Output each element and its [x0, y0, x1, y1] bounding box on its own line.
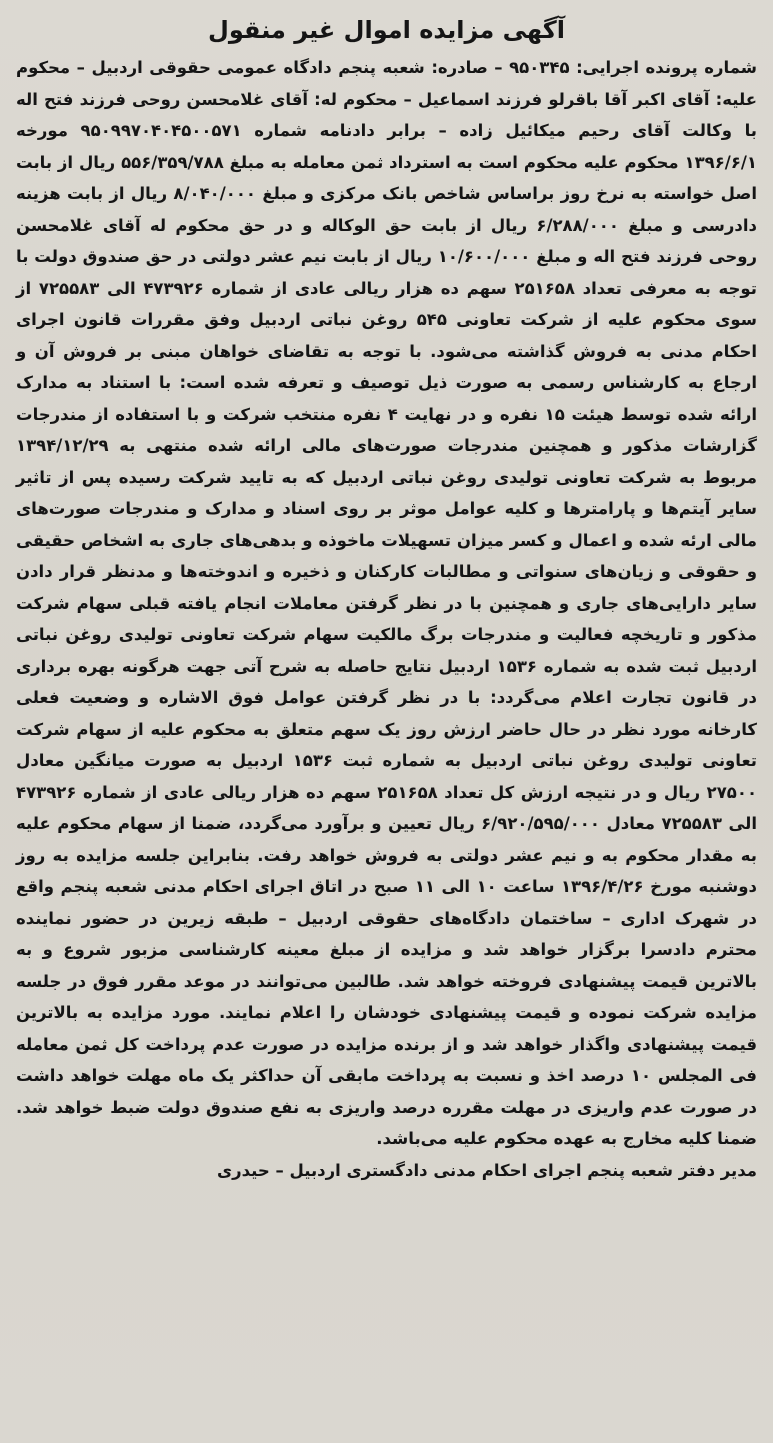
notice-paragraph: شماره پرونده اجرایی: ۹۵۰۳۴۵ – صادره: شعبه پنجم دادگاه عمومی حقوقی اردبیل – محکوم علیه: آقای اکبر آقا باقرلو فرزند اسماعیل – محکوم له: آقای غلامحسن روحی فرزند فتح اله با وکالت آقای رحیم میکائیل زاده – برابر دادنامه شماره ۹۵۰۹۹۷۰۴۰۴۵۰۰۵۷۱ مورخه ۱۳۹۶/۶/۱ محکوم علیه محکوم است به استرداد ثمن معامله به مبلغ ۵۵۶/۳۵۹/۷۸۸ ریال از بابت اصل خواسته به نرخ روز براساس شاخص بانک مرکزی و مبلغ ۸/۰۴۰/۰۰۰ ریال از بابت هزینه دادرسی و مبلغ ۶/۲۸۸/۰۰۰ ریال از بابت حق الوکاله و در حق محکوم له آقای غلامحسن روحی فرزند فتح اله و مبلغ ۱۰/۶۰۰/۰۰۰ ریال از بابت نیم عشر دولتی در حق صندوق دولت با توجه به معرفی تعداد ۲۵۱۶۵۸ سهم ده هزار ریالی عادی از شماره ۴۷۳۹۲۶ الی ۷۲۵۵۸۳ از سوی محکوم علیه از شرکت تعاونی ۵۴۵ روغن نباتی اردبیل وفق مقررات قانون اجرای احکام مدنی به فروش گذاشته می‌شود. با توجه به تقاضای خواهان مبنی بر فروش آن و ارجاع به کارشناس رسمی به صورت ذیل توصیف و تعرفه شده است: با استناد به مدارک ارائه شده توسط هیئت ۱۵ نفره و در نهایت ۴ نفره منتخب شرکت و با استفاده از مندرجات گزارشات مذکور و همچنین مندرجات صورت‌های مالی ارائه شده منتهی به ۱۳۹۴/۱۲/۲۹ مربوط به شرکت تعاونی تولیدی روغن نباتی اردبیل که به تایید شرکت رسیده پس از تاثیر سایر آیتم‌ها و پارامترها و کلیه عوامل موثر بر روی اسناد و مدارک و مندرجات صورت‌های مالی ارئه شده و اعمال و کسر میزان تسهیلات ماخوذه و بدهی‌های جاری به اشخاص حقیقی و حقوقی و زیان‌های سنواتی و مطالبات کارکنان و ذخیره و اندوخته‌ها و مدنظر قرار دادن سایر دارایی‌های جاری و همچنین با در نظر گرفتن معاملات انجام یافته قبلی سهام شرکت مذکور و تاریخچه فعالیت و مندرجات برگ مالکیت سهام شرکت تعاونی تولیدی روغن نباتی اردبیل ثبت شده به شماره ۱۵۳۶ اردبیل نتایج حاصله به شرح آتی جهت هرگونه بهره برداری در قانون تجارت اعلام می‌گردد: با در نظر گرفتن عوامل فوق الاشاره و وضعیت فعلی کارخانه مورد نظر در حال حاضر ارزش روز یک سهم متعلق به محکوم علیه از سهام شرکت تعاونی تولیدی روغن نباتی اردبیل به شماره ثبت ۱۵۳۶ اردبیل به صورت میانگین معادل ۲۷۵۰۰ ریال و در نتیجه ارزش کل تعداد ۲۵۱۶۵۸ سهم ده هزار ریالی عادی از شماره ۴۷۳۹۲۶ الی ۷۲۵۵۸۳ معادل ۶/۹۲۰/۵۹۵/۰۰۰ ریال تعیین و برآورد می‌گردد، ضمنا از سهام محکوم علیه به مقدار محکوم به و نیم عشر دولتی به فروش خواهد رفت. بنابراین جلسه مزایده به روز دوشنبه مورخ ۱۳۹۶/۴/۲۶ ساعت ۱۰ الی ۱۱ صبح در اتاق اجرای احکام مدنی شعبه پنجم واقع در شهرک اداری – ساختمان دادگاه‌های حقوقی اردبیل – طبقه زیرین در حضور نماینده محترم دادسرا برگزار خواهد شد و مزایده از مبلغ معینه کارشناسی مزبور شروع و به بالاترین قیمت پیشنهادی فروخته خواهد شد. طالبین می‌توانند در موعد مقرر فوق در جلسه مزایده شرکت نموده و قیمت پیشنهادی خودشان را اعلام نمایند. مورد مزایده به بالاترین قیمت پیشنهادی واگذار خواهد شد و از برنده مزایده در صورت عدم پرداخت کل ثمن معامله فی المجلس ۱۰ درصد اخذ و نسبت به پرداخت مابقی آن حداکثر یک ماه مهلت خواهد داشت در صورت عدم واریزی در مهلت مقرره درصد واریزی به نفع صندوق دولت ضبط خواهد شد. ضمنا کلیه مخارج به عهده محکوم علیه می‌باشد.: [16, 58, 758, 1148]
notice-title: آگهی مزایده اموال غیر منقول: [208, 16, 565, 44]
notice-signature: مدیر دفتر شعبه پنجم اجرای احکام مدنی دادگستری اردبیل – حیدری: [216, 1160, 757, 1180]
notice-body: [16, 52, 757, 1155]
